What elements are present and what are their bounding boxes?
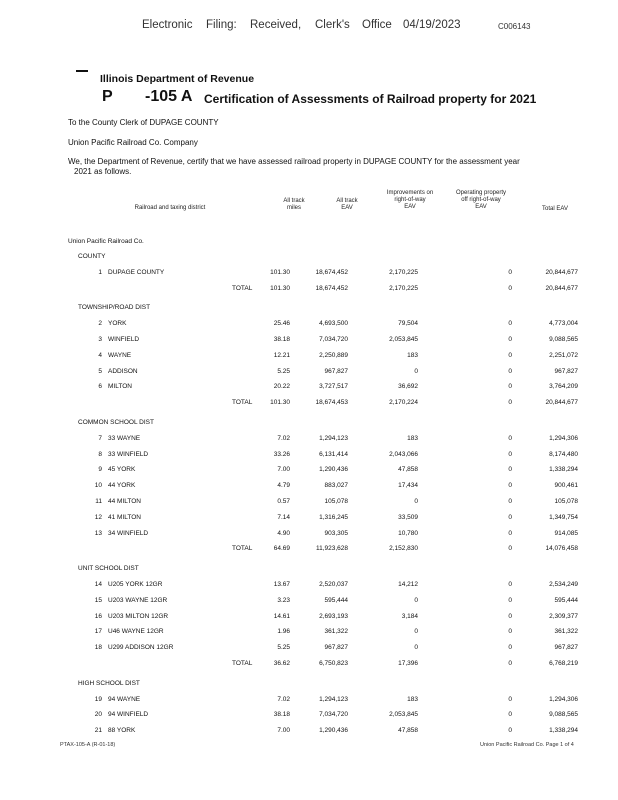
table-row — [0, 628, 618, 637]
district-name: 33 WINFIELD — [108, 450, 149, 458]
district-name: WINFIELD — [108, 336, 140, 343]
table-row — [0, 352, 618, 361]
row-number: 16 — [94, 612, 102, 620]
operating-eav: 0 — [508, 336, 512, 343]
page-indicator: Union Pacific Railroad Co. Page 1 of 4 — [480, 742, 574, 748]
track-eav: 7,034,720 — [319, 336, 348, 343]
operating-eav: 0 — [508, 466, 512, 474]
operating-eav: 0 — [508, 660, 512, 667]
header-dash — [76, 70, 88, 72]
section-heading: COUNTY — [78, 253, 106, 260]
track-eav: 903,305 — [324, 529, 348, 537]
stamp-id: C006143 — [498, 22, 531, 31]
track-miles: 101.30 — [270, 268, 290, 276]
table-row — [0, 383, 618, 392]
table-row — [0, 597, 618, 606]
row-number: 8 — [98, 450, 102, 458]
track-eav: 105,078 — [324, 498, 348, 505]
table-row — [0, 727, 618, 736]
table-row — [0, 435, 618, 444]
track-eav: 1,316,245 — [319, 513, 348, 521]
district-name: 33 WAYNE — [108, 434, 141, 442]
operating-eav: 0 — [508, 596, 512, 604]
col-header-track-eav — [325, 198, 369, 212]
district-name: 44 YORK — [108, 482, 136, 490]
track-miles: 7.02 — [277, 695, 290, 703]
track-eav: 595,444 — [324, 596, 348, 604]
track-eav: 18,674,453 — [315, 399, 348, 407]
total-eav: 967,827 — [554, 367, 578, 375]
track-miles: 36.62 — [273, 660, 290, 667]
table-row — [0, 482, 618, 491]
stamp-word: Received, — [250, 19, 302, 31]
district-name: U203 WAYNE 12GR — [108, 596, 168, 604]
district-name: U205 YORK 12GR — [108, 581, 163, 588]
row-number: 1 — [98, 268, 102, 276]
improvements-eav: 47,858 — [398, 727, 418, 735]
total-label: TOTAL — [232, 660, 253, 667]
operating-eav: 0 — [508, 482, 512, 490]
track-miles: 20.22 — [273, 383, 290, 391]
col-header-line: Improvements on — [386, 190, 434, 196]
district-name: U46 WAYNE 12GR — [108, 628, 164, 636]
total-eav: 914,085 — [554, 529, 578, 537]
total-eav: 1,349,754 — [549, 513, 578, 521]
track-eav: 967,827 — [324, 367, 348, 375]
col-header-improvements — [378, 190, 442, 211]
operating-eav: 0 — [508, 320, 512, 328]
total-eav: 900,461 — [554, 482, 578, 490]
total-eav: 2,251,072 — [549, 351, 578, 359]
district-name: 41 MILTON — [108, 513, 141, 521]
total-eav: 9,088,565 — [549, 711, 578, 719]
operating-eav: 0 — [508, 711, 512, 719]
improvements-eav: 3,184 — [401, 612, 418, 620]
col-header-operating — [446, 190, 516, 211]
operating-eav: 0 — [508, 399, 512, 407]
operating-eav: 0 — [508, 612, 512, 620]
operating-eav: 0 — [508, 367, 512, 375]
district-name: DUPAGE COUNTY — [108, 268, 165, 276]
total-eav: 14,076,458 — [545, 545, 578, 553]
total-eav: 8,174,480 — [549, 450, 578, 458]
table-row — [0, 530, 618, 539]
total-row — [0, 399, 618, 408]
track-miles: 3.23 — [277, 596, 290, 604]
operating-eav: 0 — [508, 498, 512, 505]
district-name: 45 YORK — [108, 466, 136, 474]
total-label: TOTAL — [232, 545, 253, 553]
table-row — [0, 466, 618, 475]
row-number: 19 — [94, 695, 102, 703]
improvements-eav: 33,509 — [398, 513, 418, 521]
railroad-name: Union Pacific Railroad Co. — [68, 238, 144, 245]
col-header-district: Railroad and taxing district — [134, 205, 206, 211]
district-name: ADDISON — [108, 367, 138, 375]
district-name: 34 WINFIELD — [108, 529, 149, 537]
track-eav: 361,322 — [324, 628, 348, 636]
total-row — [0, 285, 618, 294]
track-miles: 7.00 — [277, 727, 290, 735]
col-header-line: All track — [336, 198, 358, 204]
track-miles: 7.14 — [277, 513, 290, 521]
track-miles: 12.21 — [273, 351, 290, 359]
operating-eav: 0 — [508, 383, 512, 391]
district-name: WAYNE — [108, 351, 132, 359]
improvements-eav: 2,170,225 — [389, 268, 418, 276]
col-header-line: EAV — [475, 204, 487, 210]
total-eav: 1,294,306 — [549, 695, 578, 703]
track-miles: 14.61 — [273, 612, 290, 620]
row-number: 15 — [94, 596, 102, 604]
track-miles: 0.57 — [277, 498, 290, 505]
row-number: 11 — [95, 498, 102, 505]
improvements-eav: 0 — [414, 367, 418, 375]
improvements-eav: 2,053,845 — [389, 711, 418, 719]
table-row — [0, 368, 618, 377]
row-number: 13 — [94, 529, 102, 537]
certification-line-2: 2021 as follows. — [74, 167, 132, 176]
form-code: -105 A — [145, 88, 193, 105]
row-number: 9 — [98, 466, 102, 474]
stamp-word: Office — [362, 19, 392, 31]
district-name: YORK — [108, 320, 127, 328]
improvements-eav: 0 — [414, 628, 418, 636]
track-eav: 2,693,193 — [319, 612, 348, 620]
total-eav: 1,338,294 — [549, 727, 578, 735]
table-row — [0, 320, 618, 329]
total-label: TOTAL — [232, 284, 253, 292]
total-eav: 4,773,004 — [549, 320, 578, 328]
track-eav: 2,250,889 — [319, 351, 348, 359]
total-eav: 20,844,677 — [545, 284, 578, 292]
improvements-eav: 36,692 — [398, 383, 418, 391]
improvements-eav: 14,212 — [398, 581, 418, 588]
row-number: 21 — [94, 727, 102, 735]
form-number: PTAX-105-A (R-01-18) — [60, 742, 116, 748]
improvements-eav: 0 — [414, 644, 418, 652]
operating-eav: 0 — [508, 351, 512, 359]
total-eav: 2,534,249 — [549, 581, 578, 588]
track-miles: 7.00 — [277, 466, 290, 474]
table-row — [0, 711, 618, 720]
track-eav: 11,923,628 — [315, 545, 348, 553]
col-header-miles — [272, 198, 316, 212]
track-eav: 1,290,436 — [319, 727, 348, 735]
operating-eav: 0 — [508, 644, 512, 652]
track-miles: 4.90 — [277, 529, 290, 537]
total-eav: 1,338,294 — [549, 466, 578, 474]
track-miles: 101.30 — [270, 399, 290, 407]
district-name: 94 WINFIELD — [108, 711, 149, 719]
track-eav: 7,034,720 — [319, 711, 348, 719]
operating-eav: 0 — [508, 513, 512, 521]
row-number: 17 — [94, 628, 102, 636]
district-name: U299 ADDISON 12GR — [108, 644, 174, 652]
row-number: 5 — [98, 367, 102, 375]
stamp-date: 04/19/2023 — [403, 19, 461, 31]
table-row — [0, 696, 618, 705]
addressee-line: To the County Clerk of DUPAGE COUNTY — [68, 118, 219, 127]
certification-line-1: We, the Department of Revenue, certify that we have assessed railroad property in DUPAGE COUNTY for the assessment year — [68, 157, 520, 166]
track-eav: 6,131,414 — [319, 450, 348, 458]
improvements-eav: 17,396 — [398, 660, 418, 667]
track-eav: 2,520,037 — [319, 581, 348, 588]
track-eav: 6,750,823 — [319, 660, 348, 667]
total-eav: 20,844,677 — [545, 268, 578, 276]
col-header-line: EAV — [404, 204, 416, 210]
track-eav: 3,727,517 — [319, 383, 348, 391]
form-letter: P — [102, 88, 113, 105]
row-number: 7 — [98, 434, 102, 442]
track-miles: 64.69 — [273, 545, 290, 553]
track-eav: 4,693,500 — [319, 320, 348, 328]
section-heading: HIGH SCHOOL DIST — [78, 679, 140, 687]
operating-eav: 0 — [508, 695, 512, 703]
operating-eav: 0 — [508, 545, 512, 553]
row-number: 10 — [94, 482, 102, 490]
improvements-eav: 183 — [407, 695, 418, 703]
operating-eav: 0 — [508, 727, 512, 735]
operating-eav: 0 — [508, 628, 512, 636]
total-eav: 967,827 — [554, 644, 578, 652]
improvements-eav: 2,053,845 — [389, 336, 418, 343]
col-header-line: right-of-way — [394, 197, 426, 203]
stamp-word: Clerk's — [315, 19, 350, 31]
table-row — [0, 581, 618, 590]
district-name: 94 WAYNE — [108, 695, 141, 703]
track-miles: 5.25 — [277, 367, 290, 375]
track-miles: 1.96 — [277, 628, 290, 636]
row-number: 12 — [94, 513, 102, 521]
track-eav: 967,827 — [324, 644, 348, 652]
section-heading: COMMON SCHOOL DIST — [78, 419, 154, 426]
col-header-line: Operating property — [455, 190, 507, 196]
operating-eav: 0 — [508, 434, 512, 442]
improvements-eav: 183 — [407, 434, 418, 442]
col-header-total: Total EAV — [542, 206, 568, 212]
improvements-eav: 17,434 — [398, 482, 418, 490]
district-name: U203 MILTON 12GR — [108, 612, 169, 620]
district-name: 88 YORK — [108, 727, 136, 735]
efiling-stamp — [0, 19, 618, 39]
table-row — [0, 644, 618, 653]
operating-eav: 0 — [508, 450, 512, 458]
track-eav: 1,294,123 — [319, 695, 348, 703]
total-eav: 20,844,677 — [545, 399, 578, 407]
stamp-word: Filing: — [206, 19, 237, 31]
document-title: Certification of Assessments of Railroad property for 2021 — [204, 92, 537, 106]
table-row — [0, 514, 618, 523]
district-name: MILTON — [108, 383, 132, 391]
total-eav: 105,078 — [554, 498, 578, 505]
track-eav: 18,674,452 — [315, 284, 348, 292]
improvements-eav: 0 — [414, 596, 418, 604]
row-number: 18 — [94, 644, 102, 652]
total-label: TOTAL — [232, 399, 253, 407]
col-header-line: off right-of-way — [461, 197, 501, 203]
operating-eav: 0 — [508, 529, 512, 537]
operating-eav: 0 — [508, 268, 512, 276]
improvements-eav: 0 — [414, 498, 418, 505]
improvements-eav: 10,780 — [398, 529, 418, 537]
improvements-eav: 2,043,066 — [389, 450, 418, 458]
section-heading: UNIT SCHOOL DIST — [78, 565, 139, 573]
col-header-line: EAV — [341, 205, 353, 211]
col-header-line: All track — [283, 198, 305, 204]
total-eav: 9,088,565 — [549, 336, 578, 343]
track-miles: 33.26 — [273, 450, 290, 458]
col-header-line: miles — [286, 205, 301, 211]
total-eav: 595,444 — [554, 596, 578, 604]
improvements-eav: 47,858 — [398, 466, 418, 474]
improvements-eav: 183 — [407, 351, 418, 359]
track-eav: 18,674,452 — [315, 268, 348, 276]
table-row — [0, 451, 618, 460]
improvements-eav: 2,152,830 — [389, 545, 418, 553]
operating-eav: 0 — [508, 284, 512, 292]
total-eav: 1,294,306 — [549, 434, 578, 442]
table-row — [0, 336, 618, 345]
table-row — [0, 269, 618, 278]
total-row — [0, 545, 618, 554]
row-number: 4 — [98, 351, 102, 359]
track-miles: 38.18 — [273, 711, 290, 719]
track-miles: 5.25 — [277, 644, 290, 652]
total-row — [0, 660, 618, 669]
track-eav: 1,290,436 — [319, 466, 348, 474]
improvements-eav: 79,504 — [398, 320, 418, 328]
track-miles: 38.18 — [273, 336, 290, 343]
section-heading: TOWNSHIP/ROAD DIST — [78, 304, 151, 312]
track-eav: 1,294,123 — [319, 434, 348, 442]
company-line: Union Pacific Railroad Co. Company — [68, 138, 198, 147]
track-miles: 13.67 — [273, 581, 290, 588]
improvements-eav: 2,170,225 — [389, 284, 418, 292]
total-eav: 361,322 — [554, 628, 578, 636]
track-miles: 25.46 — [273, 320, 290, 328]
total-eav: 3,764,209 — [549, 383, 578, 391]
row-number: 20 — [94, 711, 102, 719]
stamp-word: Electronic — [142, 19, 193, 31]
operating-eav: 0 — [508, 581, 512, 588]
total-eav: 2,309,377 — [549, 612, 578, 620]
track-miles: 101.30 — [270, 284, 290, 292]
row-number: 14 — [94, 581, 102, 588]
track-miles: 4.79 — [277, 482, 290, 490]
table-row — [0, 498, 618, 507]
row-number: 2 — [98, 320, 102, 328]
track-miles: 7.02 — [277, 434, 290, 442]
improvements-eav: 2,170,224 — [389, 399, 418, 407]
agency-name: Illinois Department of Revenue — [100, 73, 255, 85]
district-name: 44 MILTON — [108, 498, 141, 505]
track-eav: 883,027 — [324, 482, 348, 490]
row-number: 3 — [98, 336, 102, 343]
row-number: 6 — [98, 383, 102, 391]
total-eav: 6,768,219 — [549, 660, 578, 667]
table-row — [0, 613, 618, 622]
